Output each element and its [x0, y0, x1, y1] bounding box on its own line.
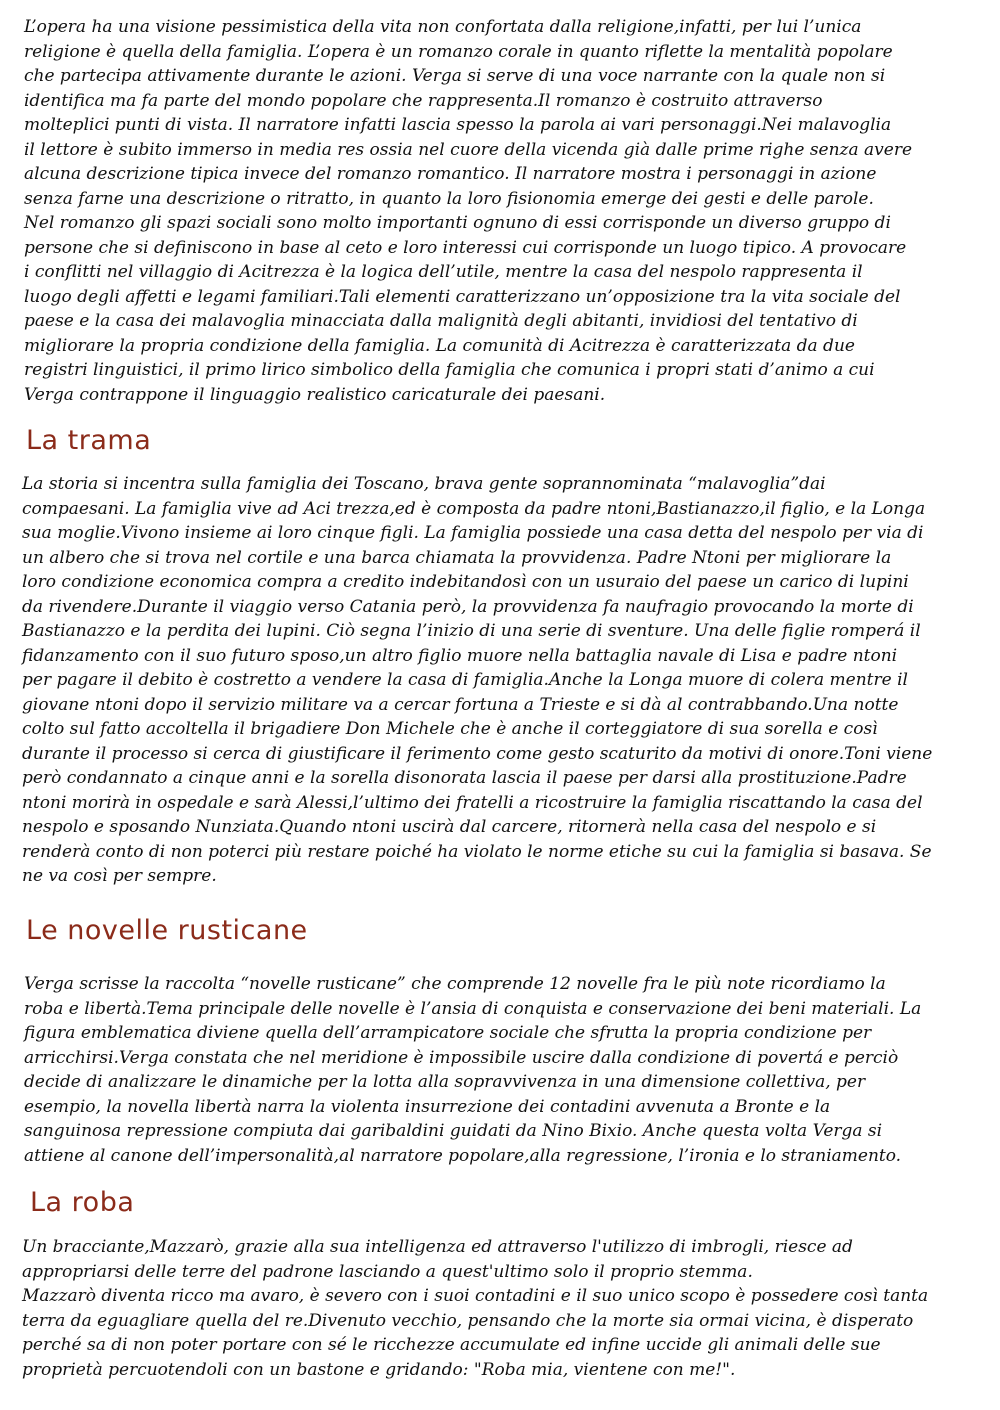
intro-paragraph: L’opera ha una visione pessimistica della vita non confortata dalla religione,infatti, per lui l’unica religione è quella della famiglia. L’opera è un romanzo corale in quanto riflette la mentalità popolare che partecipa attivamente durante le azioni. Verga si serve di una voce narrante con la quale non si identifica ma fa parte del mondo popolare che rappresenta.Il romanzo è costruito attraverso molteplici punti di vista. Il narratore infatti lascia spesso la parola ai vari personaggi.Nei malavoglia il lettore è subito immerso in media res ossia nel cuore della vicenda già dalle prime righe senza avere alcuna descrizione tipica invece del romanzo romantico. Il narratore mostra i personaggi in azione senza farne una descrizione o ritratto, in quanto la loro fisionomia emerge dei gesti e delle parole. Nel romanzo gli spazi sociali sono molto importanti ognuno di essi corrisponde un diverso gruppo di persone che si definiscono in base al ceto e loro interessi cui corrisponde un luogo tipico. A provocare i conflitti nel villaggio di Acitrezza è la logica dell’utile, mentre la casa del nespolo rappresenta il luogo degli affetti e legami familiari.Tali elementi caratterizzano un’opposizione tra la vita sociale del paese e la casa dei malavoglia minacciata dalla malignità degli abitanti, invidiosi del tentativo di migliorare la propria condizione della famiglia. La comunità di Acitrezza è caratterizzata da due registri linguistici, il primo lirico simbolico della famiglia che comunica i propri stati d’animo a cui Verga contrappone il linguaggio realistico caricaturale dei paesani. — [24, 17, 913, 405]
heading-la-roba: La roba — [30, 1187, 135, 1218]
novelle-paragraph: Verga scrisse la raccolta “novelle rusticane” che comprende 12 novelle fra le più note ricordiamo la roba e libertà.Tema principale delle novelle è l’ansia di conquista e conservazione dei beni materiali. La figura emblematica diviene quella dell’arrampicatore sociale che sfrutta la propria condizione per arricchirsi.Verga constata che nel meridione è impossibile uscire dalla condizione di povertá e perciò decide di analizzare le dinamiche per la lotta alla sopravvivenza in una dimensione collettiva, per esempio, la novella libertà narra la violenta insurrezione dei contadini avvenuta a Bronte e la sanguinosa repressione compiuta dai garibaldini guidati da Nino Bixio. Anche questa volta Verga si attiene al canone dell’impersonalità,al narratore popolare,alla regressione, l’ironia e lo straniamento. — [24, 974, 922, 1166]
heading-la-trama: La trama — [26, 425, 152, 456]
roba-paragraph: Un bracciante,Mazzarò, grazie alla sua intelligenza ed attraverso l'utilizzo di imbrogli, riesce ad appropriarsi delle terre del padrone lasciando a quest'ultimo solo il proprio stemma. Mazzarò diventa ricco ma avaro, è severo con i suoi contadini e il suo unico scopo è possedere così tanta terra da eguagliare quella del re.Divenuto vecchio, pensando che la morte sia ormai vicina, è disperato perché sa di non poter portare con sé le ricchezze accumulate ed infine uccide gli animali delle sue proprietà percuotendoli con un bastone e gridando: "Roba mia, vientene con me!". — [22, 1237, 929, 1380]
trama-paragraph: La storia si incentra sulla famiglia dei Toscano, brava gente soprannominata “malavoglia”dai compaesani. La famiglia vive ad Aci trezza,ed è composta da padre ntoni,Bastianazzo,il figlio, e la Longa sua moglie.Vivono insieme ai loro cinque figli. La famiglia possiede una casa detta del nespolo per via di un albero che si trova nel cortile e una barca chiamata la provvidenza. Padre Ntoni per migliorare la loro condizione economica compra a credito indebitandosì con un usuraio del paese un carico di lupini da rivendere.Durante il viaggio verso Catania però, la provvidenza fa naufragio provocando la morte di Bastianazzo e la perdita dei lupini. Ciò segna l’inizio di una serie di sventure. Una delle figlie romperá il fidanzamento con il suo futuro sposo,un altro figlio muore nella battaglia navale di Lisa e padre ntoni per pagare il debito è costretto a vendere la casa di famiglia.Anche la Longa muore di colera mentre il giovane ntoni dopo il servizio militare va a cercar fortuna a Trieste e si dà al contrabbando.Una notte colto sul fatto accoltella il brigadiere Don Michele che è anche il corteggiatore di sua sorella e così durante il processo si cerca di giustificare il ferimento come gesto scaturito da motivi di onore.Toni viene però condannato a cinque anni e la sorella disonorata lascia il paese per darsi alla prostituzione.Padre ntoni morirà in ospedale e sarà Alessi,l’ultimo dei fratelli a ricostruire la famiglia riscattando la casa del nespolo e sposando Nunziata.Quando ntoni uscirà dal carcere, ritornerà nella casa del nespolo e si renderà conto di non poterci più restare poiché ha violato le norme etiche su cui la famiglia si basava. Se ne va così per sempre. — [22, 474, 933, 886]
heading-le-novelle-rusticane: Le novelle rusticane — [26, 915, 308, 946]
